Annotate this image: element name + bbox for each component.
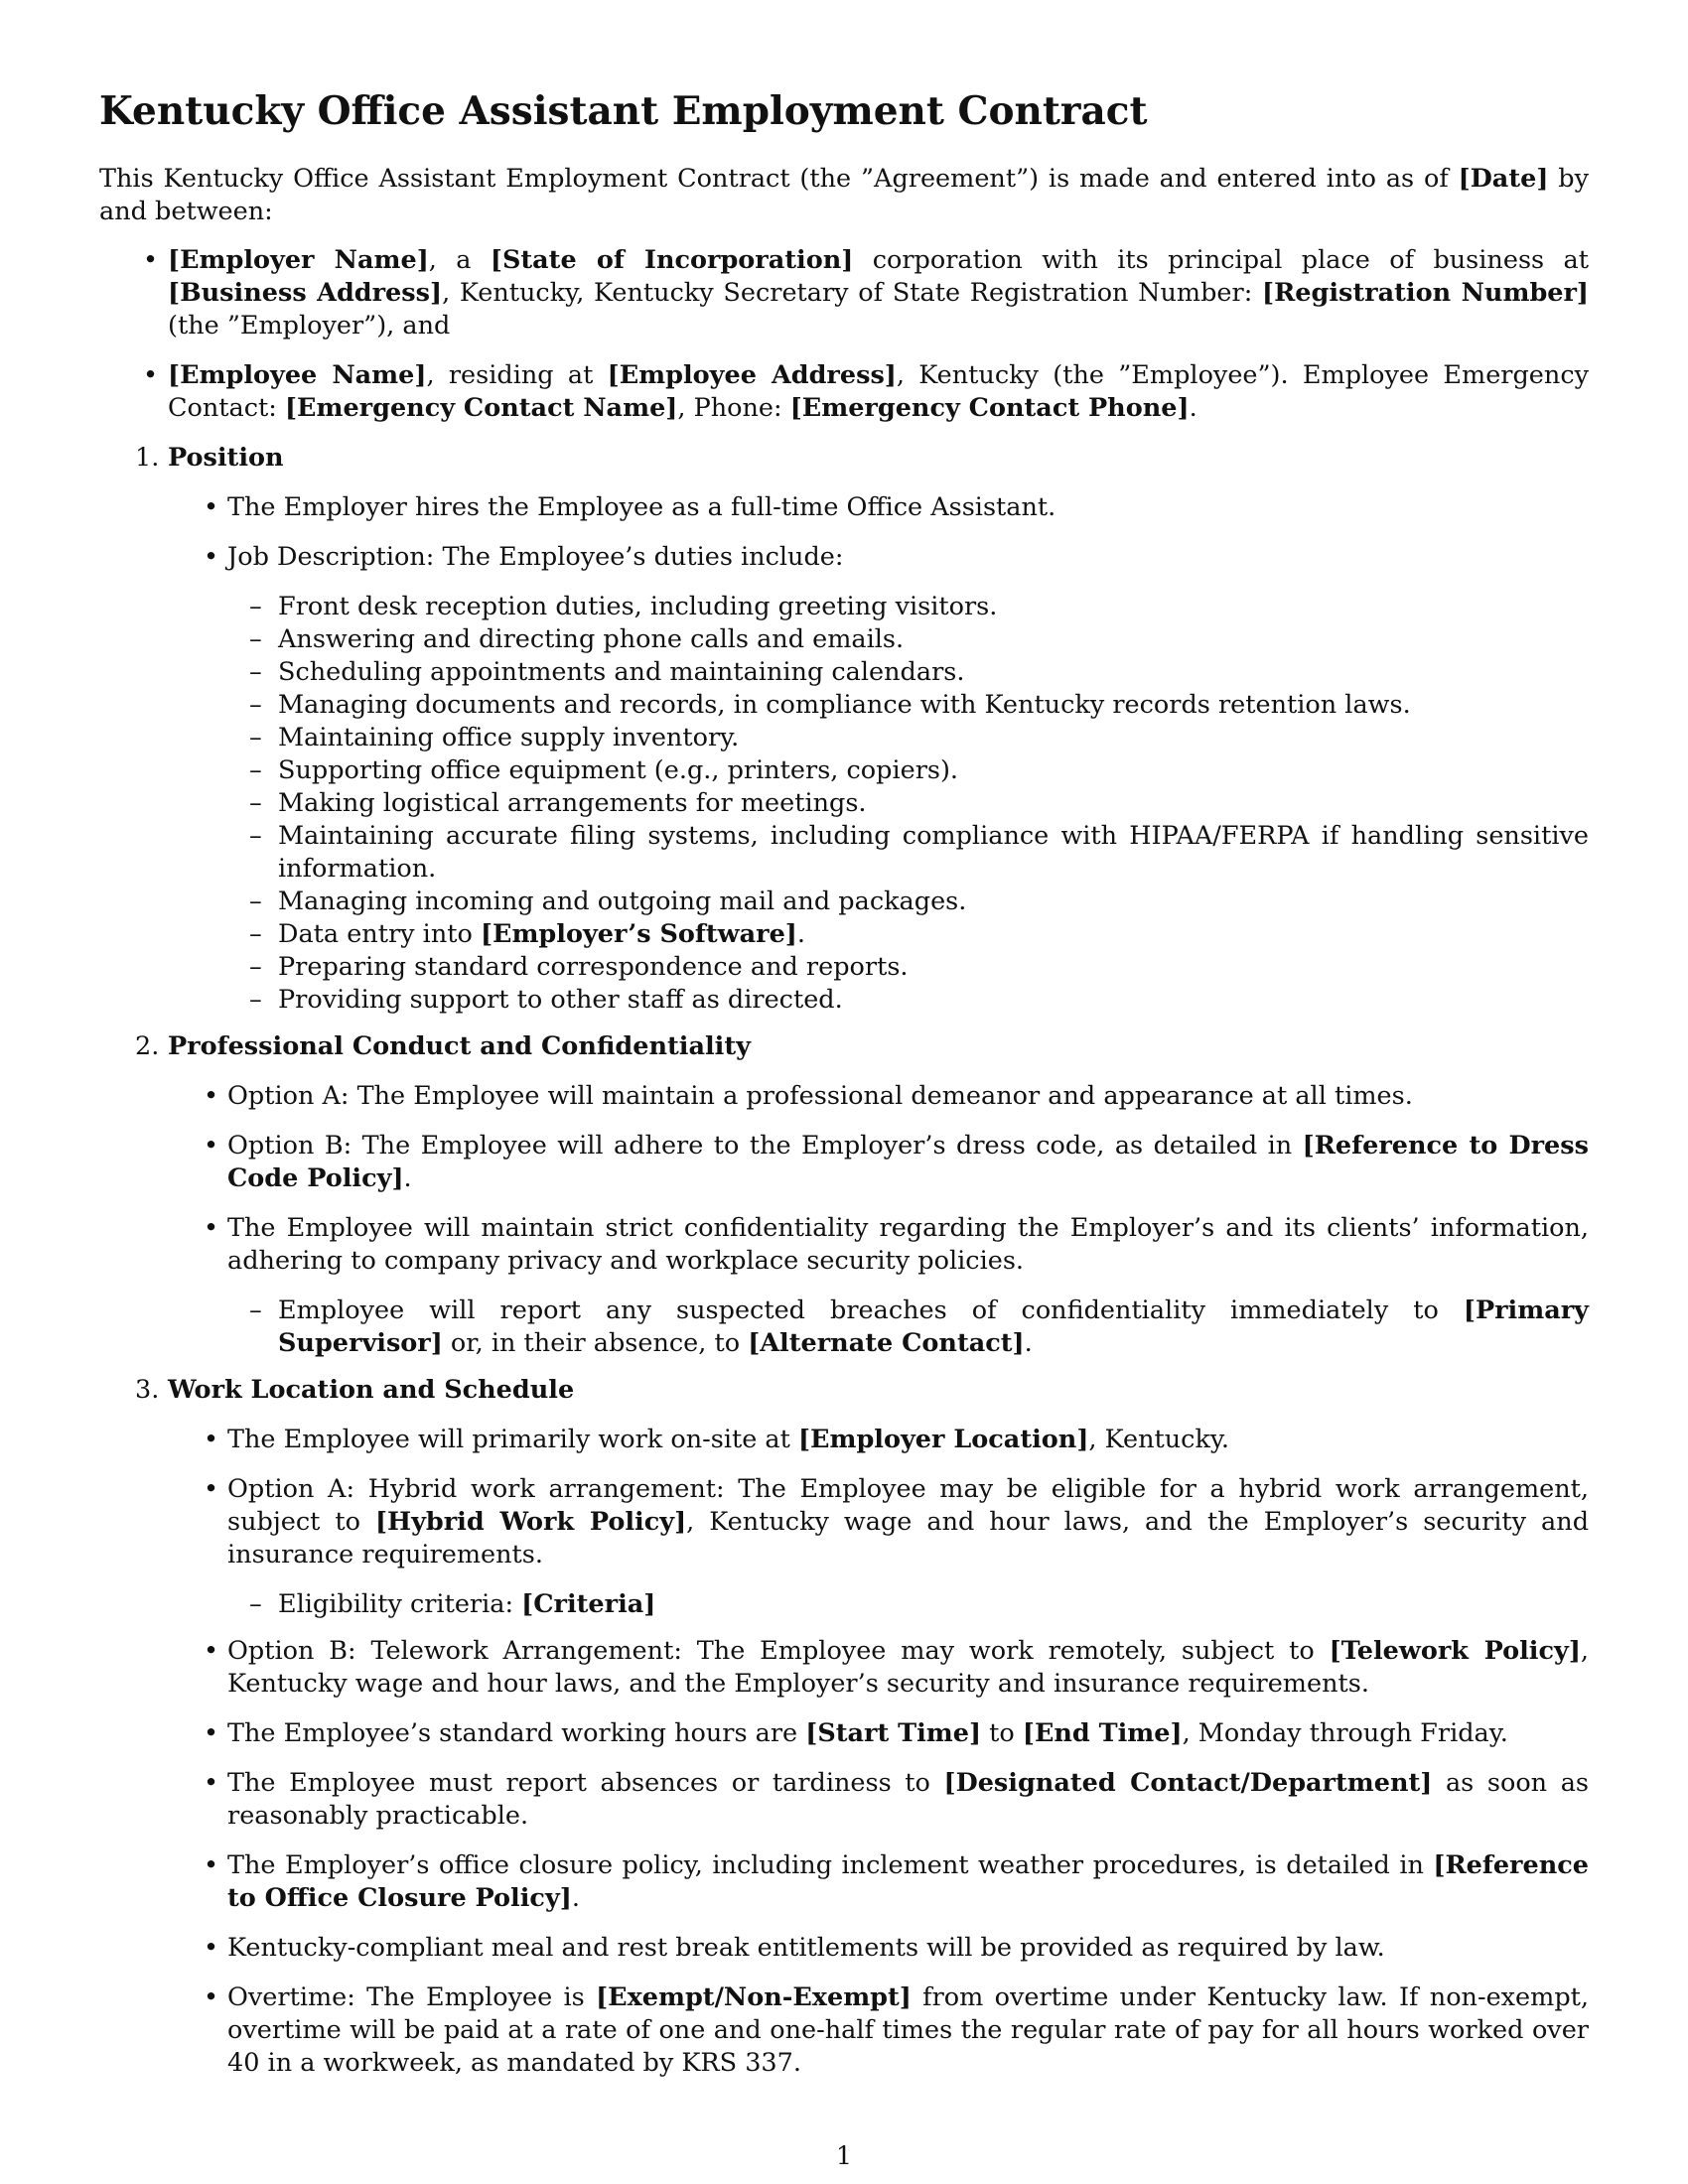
employee-text-2: , Kentucky (the ”Employee”). Employee Emergency Contact: [168,360,1589,423]
job-description-label: Job Description: The Employee’s duties include: [227,542,844,572]
item-text-end: , Kentucky wage and hour laws, and the Employer’s security and insurance requirements. [227,1636,1589,1699]
business-address-placeholder: [Business Address] [168,278,443,308]
section-bullets [168,491,1589,1017]
list-item [168,1635,1589,1701]
supervisor-placeholder: [Primary Supervisor] [278,1296,1589,1358]
emergency-name-placeholder: [Emergency Contact Name] [284,393,678,423]
section-title: Work Location and Schedule [168,1375,575,1405]
start-time-placeholder: [Start Time] [805,1718,982,1748]
list-item [168,1130,1589,1195]
employer-text-2: corporation with its principal place of business at [853,245,1589,275]
list-item [168,1717,1589,1750]
emergency-phone-placeholder: [Emergency Contact Phone] [789,393,1190,423]
alternate-contact-placeholder: [Alternate Contact] [748,1328,1025,1358]
exempt-placeholder: [Exempt/Non-Exempt] [596,1982,912,2012]
list-item [168,541,1589,1017]
list-item [168,1767,1589,1833]
item-text-end: , Kentucky wage and hour laws, and the Employer’s security and insurance requirements. [227,1507,1590,1570]
intro-paragraph [99,163,1589,228]
item-text: Option A: Hybrid work arrangement: The Employee may be eligible for a hybrid work arrangement, subject to [227,1474,1589,1537]
item-text: Option B: Telework Arrangement: The Employee may work remotely, subject to [227,1636,1330,1666]
section-number: 3. [135,1375,160,1405]
duty-item: – Scheduling appointments and maintaining calendars. [227,656,1589,689]
date-placeholder: [Date] [1458,164,1549,194]
location-placeholder: [Employer Location] [797,1425,1089,1454]
item-text: Option B: The Employee will adhere to the Employer’s dress code, as detailed in [227,1131,1303,1160]
intro-text: This Kentucky Office Assistant Employment Contract (the ”Agreement”) is made and entered into as of [99,164,1459,194]
telework-policy-placeholder: [Telework Policy] [1329,1636,1581,1666]
state-placeholder: [State of Incorporation] [490,245,854,275]
hybrid-policy-placeholder: [Hybrid Work Policy] [374,1507,687,1537]
sub-item [227,1295,1589,1360]
employer-party [99,244,1589,342]
sub-text-2: or, in their absence, to [442,1328,749,1358]
section-conduct [99,1030,1589,1360]
employee-text-1: , residing at [426,360,608,390]
section-bullets [168,1424,1589,2080]
employee-name-placeholder: [Employee Name] [168,360,427,390]
duty-item: – Supporting office equipment (e.g., printers, copiers). [227,754,1589,787]
section-bullets [168,1080,1589,1360]
duty-item: – Preparing standard correspondence and reports. [227,951,1589,984]
document-title: Kentucky Office Assistant Employment Contract [99,88,1148,134]
duty-item: – Making logistical arrangements for meetings. [227,787,1589,820]
duty-item: – Answering and directing phone calls and emails. [227,623,1589,656]
end-time-placeholder: [End Time] [1022,1718,1183,1748]
item-text-end: as soon as reasonably practicable. [227,1768,1589,1831]
criteria-placeholder: [Criteria] [521,1589,656,1619]
duty-item: – Providing support to other staff as directed. [227,984,1589,1017]
list-item [168,1981,1589,2080]
section-position [99,442,1589,1017]
sub-text-end: . [1024,1328,1033,1358]
item-text-end: from overtime under Kentucky law. If non-exempt, overtime will be paid at a rate of one and one-half times the regular rate of pay for all hours worked over 40 in a workweek, as mandated by KRS 337. [227,1982,1590,2078]
sections-list [99,442,1589,2080]
item-text-2: to [981,1718,1023,1748]
sub-item [227,1588,1589,1621]
item-text-end: , Kentucky. [1088,1425,1230,1454]
item-text: The Employee will maintain strict confidentiality regarding the Employer’s and its clients’ information, adhering to company privacy and workplace security policies. [227,1213,1589,1276]
parties-list [99,244,1589,425]
employee-text-4: . [1189,393,1197,423]
section-number: 1. [135,443,160,473]
page-number: 1 [835,2141,853,2171]
section-title: Position [168,443,284,473]
sub-text: Employee will report any suspected breaches of confidentiality immediately to [278,1296,1464,1325]
list-item [168,1212,1589,1360]
software-placeholder: [Employer’s Software] [480,919,797,949]
duty-text-end: . [796,919,805,949]
duty-item: – Maintaining accurate filing systems, including compliance with HIPAA/FERPA if handling sensitive information. [227,820,1589,886]
duty-item: – Maintaining office supply inventory. [227,722,1589,754]
dress-code-placeholder: [Reference to Dress Code Policy] [227,1131,1589,1193]
employee-address-placeholder: [Employee Address] [607,360,897,390]
sub-list [227,1588,1589,1621]
sub-text: Eligibility criteria: [278,1589,522,1619]
item-text: The Employer’s office closure policy, including inclement weather procedures, is detailed in [227,1850,1434,1880]
duties-list [227,591,1589,1017]
duty-item: – Managing documents and records, in compliance with Kentucky records retention laws. [227,689,1589,722]
list-item [168,1849,1589,1915]
item-text-end: , Monday through Friday. [1182,1718,1508,1748]
item-text: The Employee will primarily work on-site at [227,1425,798,1454]
item-text: The Employee must report absences or tardiness to [227,1768,944,1798]
list-item [168,1424,1589,1456]
registration-placeholder: [Registration Number] [1262,278,1589,308]
item-text-end: . [403,1163,412,1193]
list-item: • Option A: The Employee will maintain a professional demeanor and appearance at all times. [168,1080,1589,1113]
employee-text-3: , Phone: [677,393,790,423]
section-work-location [99,1374,1589,2080]
item-text: The Employee’s standard working hours are [227,1718,806,1748]
item-text: Overtime: The Employee is [227,1982,597,2012]
document-page [99,87,1589,2097]
closure-policy-placeholder: [Reference to Office Closure Policy] [227,1850,1589,1913]
employer-text-3: , Kentucky, Kentucky Secretary of State Registration Number: [442,278,1263,308]
intro-text-end: by and between: [99,164,1589,226]
duty-text: Data entry into [278,919,481,949]
item-text-end: . [571,1883,580,1913]
section-title: Professional Conduct and Confidentiality [168,1031,751,1061]
employer-text-1: , a [428,245,491,275]
duty-item: – Front desk reception duties, including greeting visitors. [227,591,1589,623]
list-item: • Kentucky-compliant meal and rest break entitlements will be provided as required by law. [168,1932,1589,1965]
list-item [168,1473,1589,1621]
employee-party [99,359,1589,425]
sub-list [227,1295,1589,1360]
list-item: • The Employer hires the Employee as a full-time Office Assistant. [168,491,1589,524]
duty-item: – Managing incoming and outgoing mail and packages. [227,886,1589,918]
designated-contact-placeholder: [Designated Contact/Department] [943,1768,1433,1798]
duty-item [227,918,1589,951]
employer-text-4: (the ”Employer”), and [168,311,451,341]
section-number: 2. [135,1031,160,1061]
employer-name-placeholder: [Employer Name] [168,245,429,275]
